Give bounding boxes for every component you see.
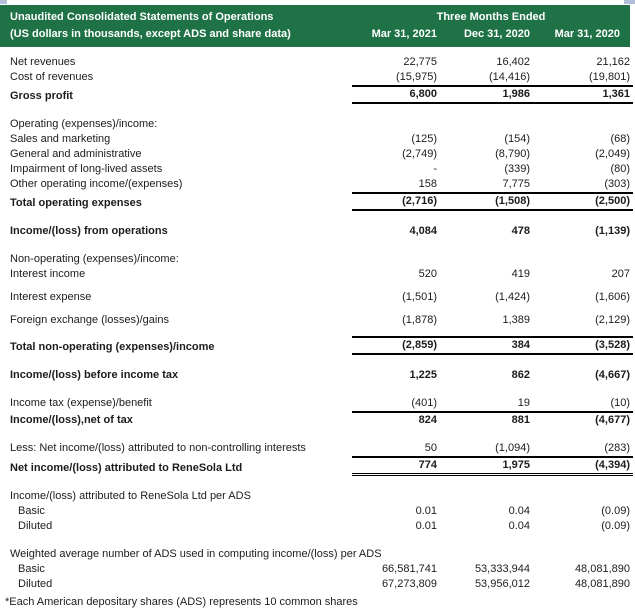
cell-value: 478 <box>511 225 530 237</box>
row-label: General and administrative <box>10 148 142 160</box>
row-values <box>352 177 633 192</box>
row-values <box>352 85 633 104</box>
cell-value: 881 <box>511 414 530 426</box>
cell-value: 0.01 <box>415 505 437 517</box>
column-header-dec-31-2020: Dec 31, 2020 <box>463 28 530 40</box>
cell-value: 862 <box>511 369 530 381</box>
cell-value: (2,859) <box>402 339 437 351</box>
cell-value: 1,225 <box>409 369 437 381</box>
row-label: Total non-operating (expenses)/income <box>10 341 215 353</box>
row-label: Gross profit <box>10 90 73 102</box>
row-label: Interest income <box>10 268 86 280</box>
row-values <box>352 224 633 239</box>
cell-value: (2,749) <box>402 148 437 160</box>
cell-value: 22,775 <box>403 56 437 68</box>
cell-value: (283) <box>604 442 630 454</box>
cell-value: 1,389 <box>502 314 530 326</box>
row-label: Non-operating (expenses)/income: <box>10 253 179 265</box>
cell-value: (2,129) <box>595 314 630 326</box>
cell-value: 158 <box>418 178 437 190</box>
row-label: Basic <box>18 563 45 575</box>
table-row <box>0 489 633 504</box>
row-values <box>352 562 633 577</box>
row-label: Income/(loss),net of tax <box>10 414 133 426</box>
footnote: *Each American depositary shares (ADS) represents 10 common shares <box>5 596 358 608</box>
cell-value: 1,361 <box>602 88 630 100</box>
cell-value: (1,424) <box>495 291 530 303</box>
table-row <box>0 192 633 211</box>
table-row <box>0 336 633 355</box>
row-values <box>352 456 633 476</box>
row-label: Sales and marketing <box>10 133 111 145</box>
column-headers <box>352 26 630 43</box>
cell-value: 67,273,809 <box>381 578 437 590</box>
spacer-row <box>0 355 633 368</box>
cell-value: (4,394) <box>595 459 630 471</box>
window-edge-fragment-right <box>624 0 635 4</box>
cell-value: (1,139) <box>595 225 630 237</box>
statement-header-titles <box>0 9 352 47</box>
cell-value: 6,800 <box>409 88 437 100</box>
row-label: Income/(loss) before income tax <box>10 369 179 381</box>
row-values <box>352 336 633 355</box>
cell-value: (1,878) <box>402 314 437 326</box>
row-label: Total operating expenses <box>10 197 142 209</box>
cell-value: (339) <box>504 163 530 175</box>
row-values <box>352 396 633 411</box>
table-row <box>0 162 633 177</box>
statement-table <box>0 55 633 609</box>
row-label: Interest expense <box>10 291 92 303</box>
cell-value: (68) <box>610 133 630 145</box>
spacer-row <box>0 239 633 252</box>
cell-value: (2,049) <box>595 148 630 160</box>
table-row <box>0 519 633 534</box>
row-label: Diluted <box>18 578 53 590</box>
cell-value: 48,081,890 <box>574 563 630 575</box>
cell-value: 53,333,944 <box>474 563 530 575</box>
table-row <box>0 224 633 239</box>
row-label: Basic <box>18 505 45 517</box>
table-row <box>0 411 633 428</box>
cell-value: (125) <box>411 133 437 145</box>
table-row <box>0 562 633 577</box>
cell-value: (4,677) <box>595 414 630 426</box>
row-values <box>352 441 633 456</box>
row-label: Diluted <box>18 520 53 532</box>
table-row <box>0 132 633 147</box>
row-label: Operating (expenses)/income: <box>10 118 158 130</box>
row-label: Income/(loss) attributed to ReneSola Ltd per ADS <box>10 490 251 502</box>
statement-subtitle: (US dollars in thousands, except ADS and share data) <box>10 28 291 40</box>
spacer-row <box>0 383 633 396</box>
statement-header <box>0 5 630 47</box>
cell-value: (1,094) <box>495 442 530 454</box>
cell-value: (10) <box>610 397 630 409</box>
table-row <box>0 441 633 456</box>
statement-header-periods <box>352 9 630 47</box>
period-label: Three Months Ended <box>436 11 546 23</box>
cell-value: (2,500) <box>595 195 630 207</box>
cell-value: (80) <box>610 163 630 175</box>
row-label: Income tax (expense)/benefit <box>10 397 152 409</box>
cell-value: (0.09) <box>601 520 630 532</box>
spacer-row <box>0 476 633 489</box>
row-values <box>352 411 633 428</box>
row-label: Cost of revenues <box>10 71 94 83</box>
cell-value: (303) <box>604 178 630 190</box>
row-label: Foreign exchange (losses)/gains <box>10 314 169 326</box>
row-label: Net revenues <box>10 56 76 68</box>
table-row <box>0 147 633 162</box>
cell-value: 4,084 <box>409 225 437 237</box>
table-row <box>0 290 633 305</box>
cell-value: 520 <box>418 268 437 280</box>
cell-value: (14,416) <box>489 71 530 83</box>
cell-value: 1,986 <box>502 88 530 100</box>
cell-value: 50 <box>424 442 437 454</box>
cell-value: (1,606) <box>595 291 630 303</box>
row-values <box>352 368 633 383</box>
row-values <box>352 313 633 328</box>
cell-value: 419 <box>511 268 530 280</box>
row-label: Income/(loss) from operations <box>10 225 168 237</box>
cell-value: (3,528) <box>595 339 630 351</box>
table-row <box>0 267 633 282</box>
table-row <box>0 85 633 104</box>
table-row <box>0 396 633 411</box>
row-values <box>352 519 633 534</box>
row-values <box>352 267 633 282</box>
cell-value: - <box>433 163 437 175</box>
cell-value: (1,501) <box>402 291 437 303</box>
table-row <box>0 504 633 519</box>
table-row <box>0 368 633 383</box>
row-label: Weighted average number of ADS used in computing income/(loss) per ADS <box>10 548 382 560</box>
column-header-mar-31-2020: Mar 31, 2020 <box>554 28 620 40</box>
cell-value: (154) <box>504 133 530 145</box>
cell-value: 1,975 <box>502 459 530 471</box>
cell-value: (8,790) <box>495 148 530 160</box>
row-label: Other operating income/(expenses) <box>10 178 183 190</box>
table-row <box>0 577 633 592</box>
spacer-row <box>0 428 633 441</box>
row-values <box>352 55 633 70</box>
row-values <box>352 504 633 519</box>
row-label: Less: Net income/(loss) attributed to non-controlling interests <box>10 442 306 454</box>
spacer-row <box>0 104 633 117</box>
cell-value: 66,581,741 <box>381 563 437 575</box>
cell-value: (2,716) <box>402 195 437 207</box>
cell-value: 16,402 <box>496 56 530 68</box>
cell-value: (15,975) <box>396 71 437 83</box>
table-row <box>0 70 633 85</box>
cell-value: 0.01 <box>415 520 437 532</box>
window-edge-fragment-left <box>0 0 7 4</box>
row-values <box>352 147 633 162</box>
cell-value: 774 <box>418 459 437 471</box>
row-values <box>352 192 633 211</box>
table-row <box>0 252 633 267</box>
statement-rows <box>0 55 633 592</box>
cell-value: 53,956,012 <box>474 578 530 590</box>
cell-value: 0.04 <box>508 520 530 532</box>
cell-value: 0.04 <box>508 505 530 517</box>
table-row <box>0 55 633 70</box>
row-values <box>352 132 633 147</box>
cell-value: 207 <box>611 268 630 280</box>
spacer-row <box>0 211 633 224</box>
cell-value: 19 <box>517 397 530 409</box>
table-row <box>0 313 633 328</box>
table-row <box>0 456 633 476</box>
table-row <box>0 117 633 132</box>
cell-value: (19,801) <box>589 71 630 83</box>
cell-value: 48,081,890 <box>574 578 630 590</box>
cell-value: (1,508) <box>495 195 530 207</box>
cell-value: 7,775 <box>502 178 530 190</box>
row-values <box>352 70 633 85</box>
statement-title: Unaudited Consolidated Statements of Operations <box>10 11 274 23</box>
row-values <box>352 162 633 177</box>
cell-value: (401) <box>411 397 437 409</box>
spacer-row <box>0 534 633 547</box>
cell-value: (4,667) <box>595 369 630 381</box>
cell-value: 21,162 <box>596 56 630 68</box>
table-row <box>0 177 633 192</box>
row-values <box>352 290 633 305</box>
cell-value: 824 <box>418 414 437 426</box>
cell-value: 384 <box>511 339 530 351</box>
row-values <box>352 577 633 592</box>
cell-value: (0.09) <box>601 505 630 517</box>
column-header-mar-31-2021: Mar 31, 2021 <box>371 28 437 40</box>
row-label: Net income/(loss) attributed to ReneSola Ltd <box>10 462 243 474</box>
table-row <box>0 547 633 562</box>
row-label: Impairment of long-lived assets <box>10 163 163 175</box>
